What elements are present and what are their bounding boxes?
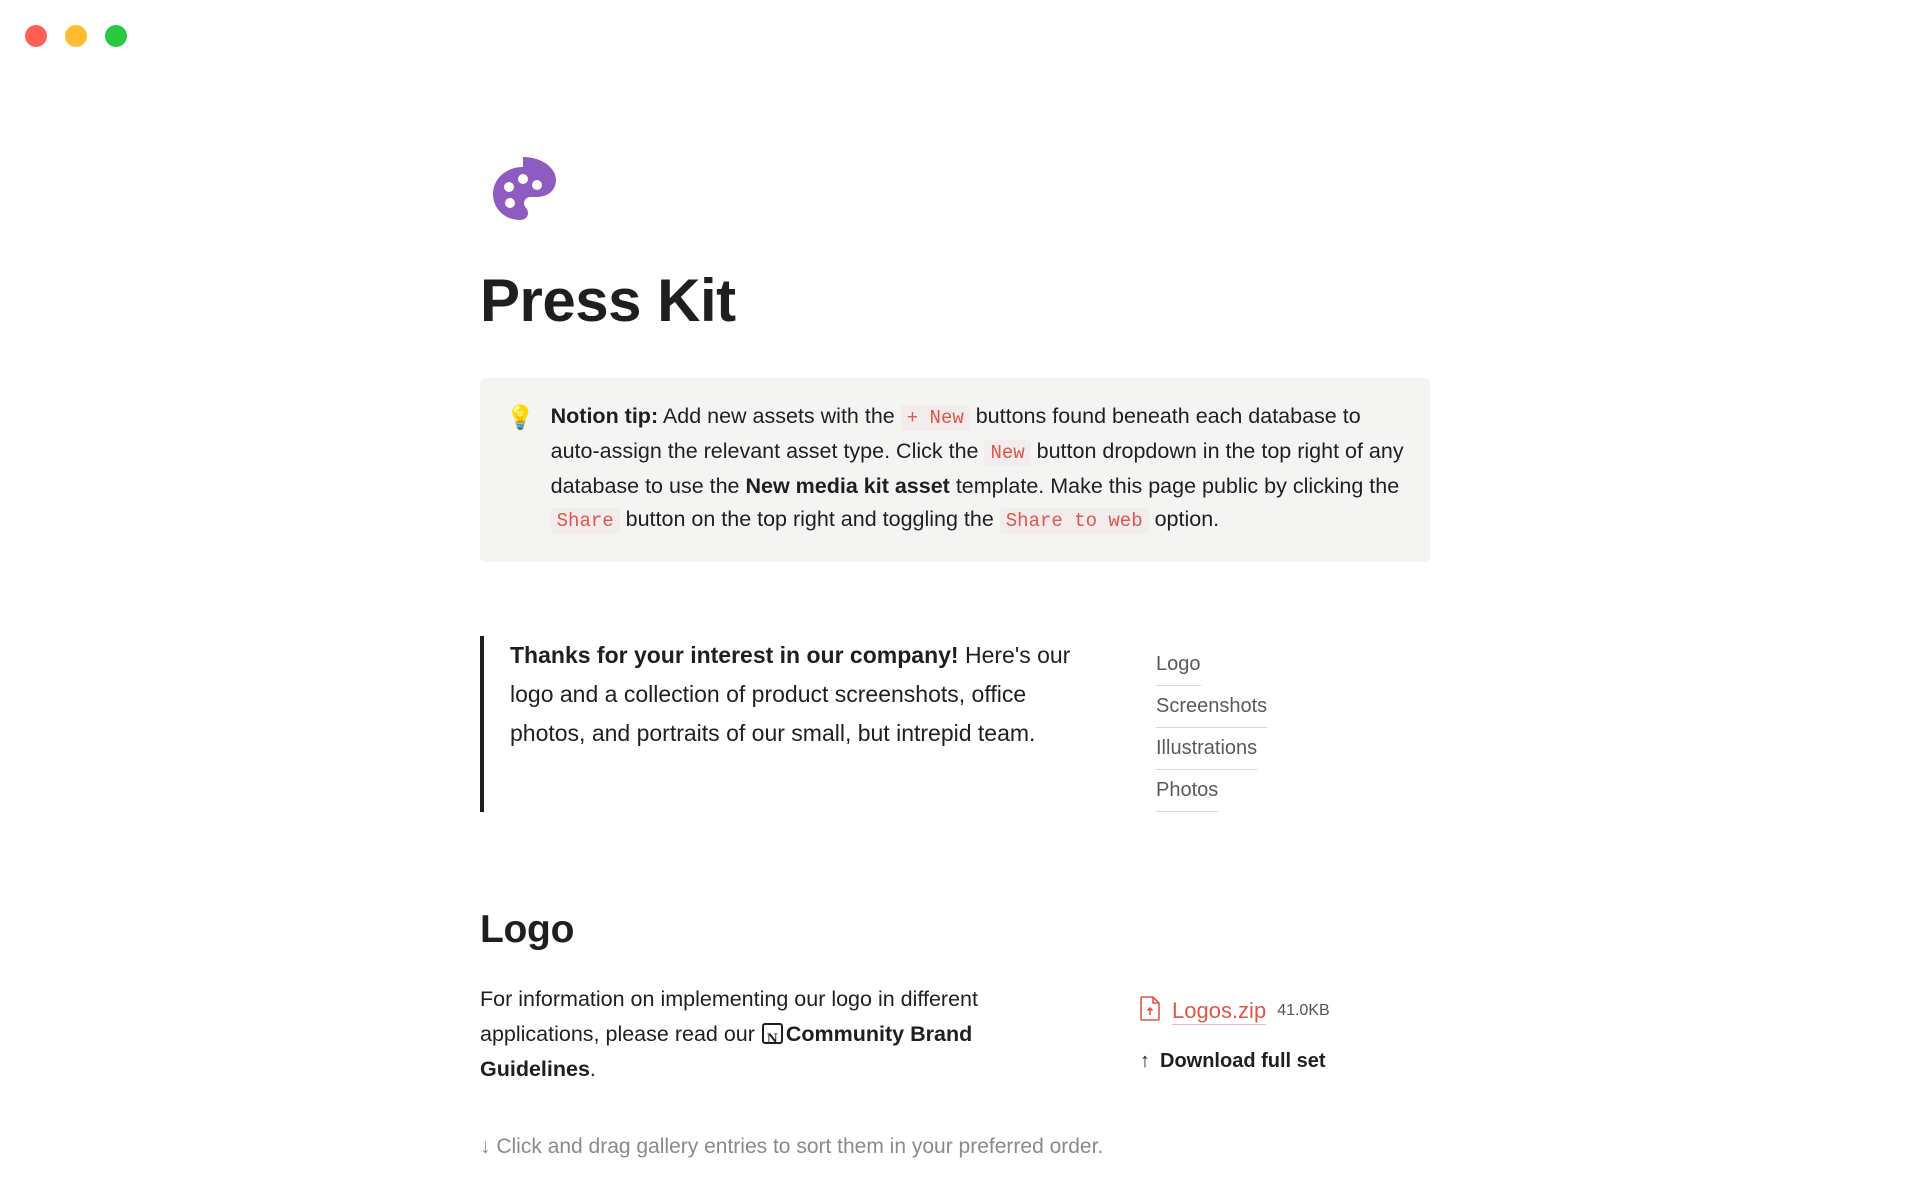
traffic-lights (25, 25, 127, 47)
callout-template-name: New media kit asset (745, 474, 950, 498)
notion-tip-callout (480, 378, 1430, 562)
download-full-set-row[interactable] (1140, 1050, 1330, 1073)
community-brand-guidelines-link[interactable]: Community Brand Guidelines (480, 1022, 973, 1081)
file-zip-icon (1140, 996, 1161, 1026)
intro-quote-body: Here's our logo and a collection of product screenshots, office photos, and portraits of our small, but intrepid team. (510, 642, 1071, 746)
callout-seg1: Add new assets with the (658, 404, 901, 428)
link-illustrations[interactable]: Illustrations (1156, 728, 1257, 770)
callout-label: Notion tip: (550, 404, 659, 428)
callout-seg2: buttons found beneath each database to auto-assign the relevant asset type. Click the (550, 404, 1361, 463)
link-logo[interactable]: Logo (1156, 644, 1201, 686)
file-size: 41.0KB (1277, 1002, 1330, 1019)
code-share-to-web: Share to web (1000, 508, 1149, 534)
upload-arrow-icon: ↑ (1140, 1050, 1150, 1072)
intro-quote (480, 636, 1080, 812)
logo-files-column (1140, 982, 1330, 1087)
callout-text (551, 400, 1404, 538)
page-title: Press Kit (480, 267, 736, 334)
window-titlebar (0, 0, 1920, 74)
close-window-button[interactable] (25, 25, 47, 47)
zoom-window-button[interactable] (105, 25, 127, 47)
logo-section-text (480, 982, 1040, 1087)
link-screenshots[interactable]: Screenshots (1156, 686, 1267, 728)
code-new: New (984, 440, 1030, 466)
file-attachment-row[interactable] (1140, 996, 1330, 1026)
minimize-window-button[interactable] (65, 25, 87, 47)
gallery-sort-hint: ↓ Click and drag gallery entries to sort them in your preferred order. (480, 1135, 1104, 1158)
light-bulb-icon: 💡 (506, 404, 535, 430)
notion-link-icon (762, 1023, 783, 1044)
code-new-button: + New (901, 405, 970, 431)
code-share: Share (551, 508, 620, 534)
section-links (1156, 636, 1267, 812)
file-name[interactable]: Logos.zip (1172, 997, 1267, 1023)
intro-quote-lead: Thanks for your interest in our company! (510, 642, 959, 668)
callout-seg5: button on the top right and toggling the (619, 507, 1000, 531)
callout-seg6: option. (1148, 507, 1220, 531)
logo-text-after: . (589, 1057, 596, 1081)
logo-text-before: For information on implementing our logo in different applications, please read our (480, 987, 978, 1046)
callout-seg3: button dropdown in the top right of any database to use the (550, 439, 1404, 498)
link-photos[interactable]: Photos (1156, 770, 1218, 812)
artist-palette-icon[interactable] (480, 154, 566, 240)
callout-seg4: template. Make this page public by clicking the (949, 474, 1400, 498)
page-body (0, 74, 1920, 1159)
logo-section-heading: Logo (480, 908, 575, 951)
page-content (480, 154, 1440, 1159)
logo-section-row (480, 982, 1440, 1087)
download-full-set-label[interactable]: Download full set (1160, 1050, 1326, 1072)
intro-row (480, 636, 1440, 812)
